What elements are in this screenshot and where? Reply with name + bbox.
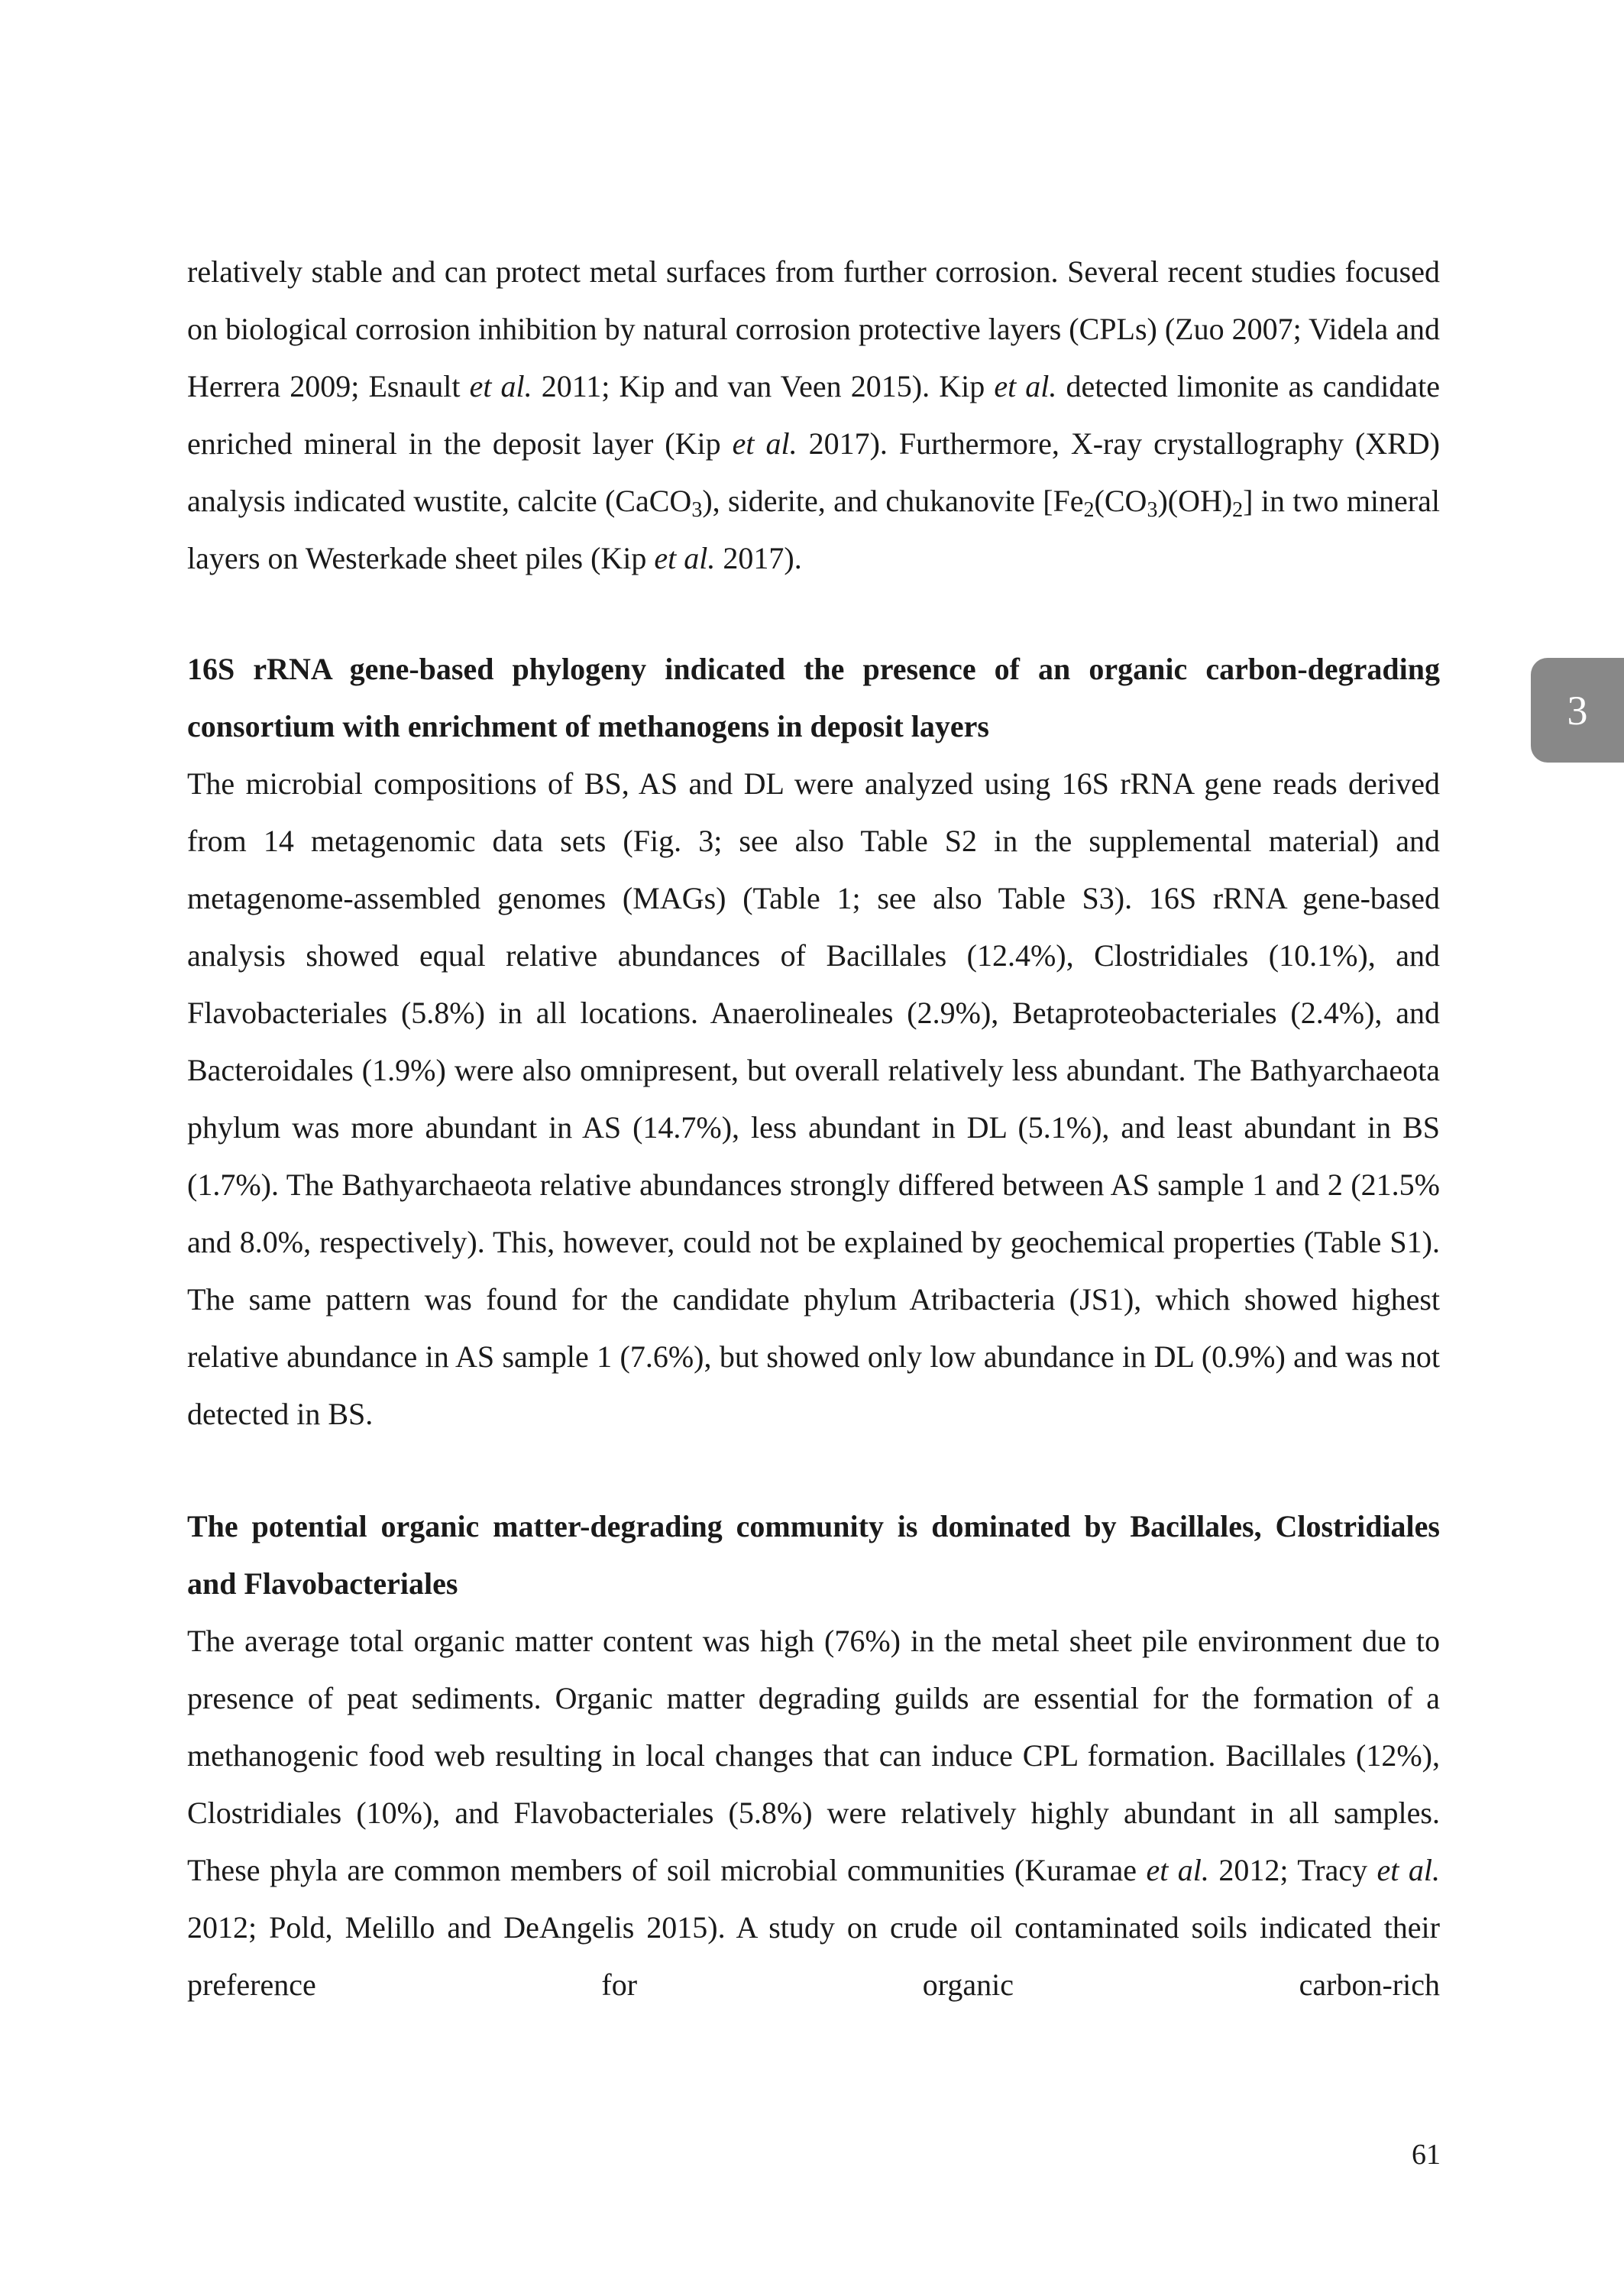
section-heading: The potential organic matter-degrading community is dominated by Bacillales, Clostridiales and Flavobacteriales [187, 1509, 1440, 1601]
text-run: 2017). [715, 541, 802, 575]
citation-etal: et al. [1146, 1853, 1209, 1887]
text-run: ), siderite, and chukanovite [Fe [702, 484, 1084, 518]
paragraph-text [187, 243, 1440, 587]
chapter-number: 3 [1567, 687, 1588, 734]
section-organic-matter [187, 1498, 1440, 2013]
text-run: 2012; Tracy [1208, 1853, 1377, 1887]
citation-etal: et al. [469, 369, 532, 403]
text-run: 2012; Pold, Melillo and DeAngelis 2015). A study on crude oil contaminated soils indicated their preference for organic carbon-rich [187, 1910, 1440, 2002]
text-run: relatively stable and can protect metal surfaces from further corrosion. Several recent studies focused on biological corrosion inhibition by natural corrosion protective layers (CPLs) (Zuo 2007; Videla and Herrera 2009; Esnault [187, 254, 1440, 403]
chapter-tab [1531, 658, 1624, 763]
text-run: 2017). Furthermore, X-ray crystallography (XRD) analysis indicated wustite, calcite (CaCO [187, 426, 1441, 518]
text-run: detected limonite as candidate enriched mineral in the deposit layer (Kip [187, 369, 1441, 461]
subscript: 2 [1083, 498, 1095, 522]
section-heading: 16S rRNA gene-based phylogeny indicated the presence of an organic carbon-degrading consortium with enrichment of methanogens in deposit layers [187, 652, 1440, 743]
text-run: 2011; Kip and van Veen 2015). Kip [532, 369, 995, 403]
citation-etal: et al. [994, 369, 1057, 403]
page-number: 61 [1412, 2139, 1441, 2171]
citation-etal: et al. [1377, 1853, 1440, 1887]
section-16s-rrna [187, 640, 1440, 1443]
citation-etal: et al. [654, 541, 716, 575]
subscript: 2 [1232, 498, 1244, 522]
text-run: )(OH) [1157, 484, 1233, 518]
subscript: 3 [691, 498, 703, 522]
text-run: (CO [1094, 484, 1147, 518]
subscript: 3 [1147, 498, 1158, 522]
text-run: The average total organic matter content was high (76%) in the metal sheet pile environment due to presence of peat sediments. Organic matter degrading guilds are essential for the formation of a methanogenic food web resulting in local changes that can induce CPL formation. Bacillales (12%), Clostridiales (10%), and Flavobacteriales (5.8%) were relatively highly abundant in all samples. These phyla are common members of soil microbial communities (Kuramae [187, 1624, 1440, 1887]
section-body: The microbial compositions of BS, AS and DL were analyzed using 16S rRNA gene reads derived from 14 metagenomic data sets (Fig. 3; see also Table S2 in the supplemental material) and metagenome-assembled genomes (MAGs) (Table 1; see also Table S3). 16S rRNA gene-based analysis showed equal relative abundances of Bacillales (12.4%), Clostridiales (10.1%), and Flavobacteriales (5.8%) in all locations. Anaerolineales (2.9%), Betaproteobacteriales (2.4%), and Bacteroidales (1.9%) were also omnipresent, but overall relatively less abundant. The Bathyarchaeota phylum was more abundant in AS (14.7%), less abundant in DL (5.1%), and least abundant in BS (1.7%). The Bathyarchaeota relative abundances strongly differed between AS sample 1 and 2 (21.5% and 8.0%, respectively). This, however, could not be explained by geochemical properties (Table S1). The same pattern was found for the candidate phylum Atribacteria (JS1), which showed highest relative abundance in AS sample 1 (7.6%), but showed only low abundance in DL (0.9%) and was not detected in BS. [187, 766, 1440, 1431]
text-run: ] in two mineral layers on Westerkade sheet piles (Kip [187, 484, 1440, 575]
section-body [187, 1612, 1440, 2013]
paragraph-corrosion-layers [187, 243, 1440, 587]
citation-etal: et al. [732, 426, 797, 461]
